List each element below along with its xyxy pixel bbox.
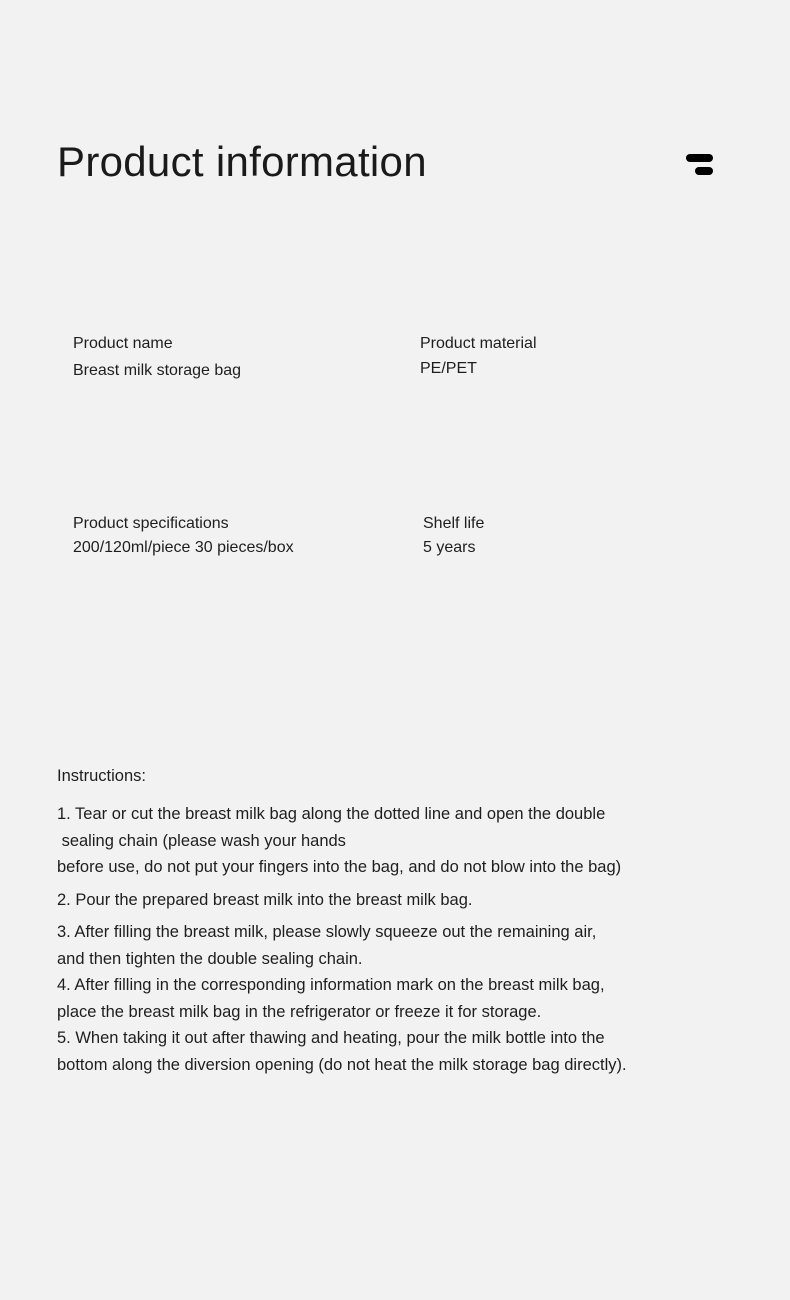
instruction-step-2 <box>57 887 757 914</box>
instructions-list <box>57 801 757 1078</box>
instruction-step-1 <box>57 801 757 881</box>
instruction-step-5 <box>57 1025 757 1078</box>
logo-bar-top <box>686 154 713 162</box>
instructions-heading: Instructions: <box>57 767 146 785</box>
instruction-line: before use, do not put your fingers into the bag, and do not blow into the bag) <box>57 858 622 876</box>
instruction-line: 4. After filling in the corresponding information mark on the breast milk bag, <box>57 976 605 994</box>
instruction-line: 3. After filling the breast milk, please slowly squeeze out the remaining air, <box>57 923 597 941</box>
shelf-life-field <box>423 514 484 557</box>
product-specifications-label: Product specifications <box>73 515 229 532</box>
instruction-line: 1. Tear or cut the breast milk bag along the dotted line and open the double <box>57 805 606 823</box>
product-material-label: Product material <box>420 335 537 352</box>
instruction-line: 2. Pour the prepared breast milk into the breast milk bag. <box>57 890 473 909</box>
product-material-field <box>420 334 537 378</box>
product-name-value: Breast milk storage bag <box>73 362 242 380</box>
instructions-section <box>57 765 757 1078</box>
product-specifications-field <box>73 514 294 557</box>
brand-logo-icon <box>686 154 714 176</box>
product-name-label: Product name <box>73 335 173 352</box>
instruction-step-3 <box>57 919 757 972</box>
instruction-line: place the breast milk bag in the refrigerator or freeze it for storage. <box>57 1002 542 1021</box>
product-material-value: PE/PET <box>420 360 477 378</box>
shelf-life-value: 5 years <box>423 539 476 557</box>
instruction-line: sealing chain (please wash your hands <box>57 831 346 850</box>
logo-bar-bottom <box>695 167 713 175</box>
instruction-line: and then tighten the double sealing chain. <box>57 949 363 968</box>
page-title: Product information <box>57 138 427 185</box>
product-specifications-value: 200/120ml/piece 30 pieces/box <box>73 539 294 557</box>
shelf-life-label: Shelf life <box>423 515 485 532</box>
instruction-step-4 <box>57 972 757 1025</box>
instruction-line: bottom along the diversion opening (do not heat the milk storage bag directly). <box>57 1055 627 1074</box>
product-name-field <box>73 334 241 380</box>
instruction-line: 5. When taking it out after thawing and heating, pour the milk bottle into the <box>57 1029 605 1047</box>
